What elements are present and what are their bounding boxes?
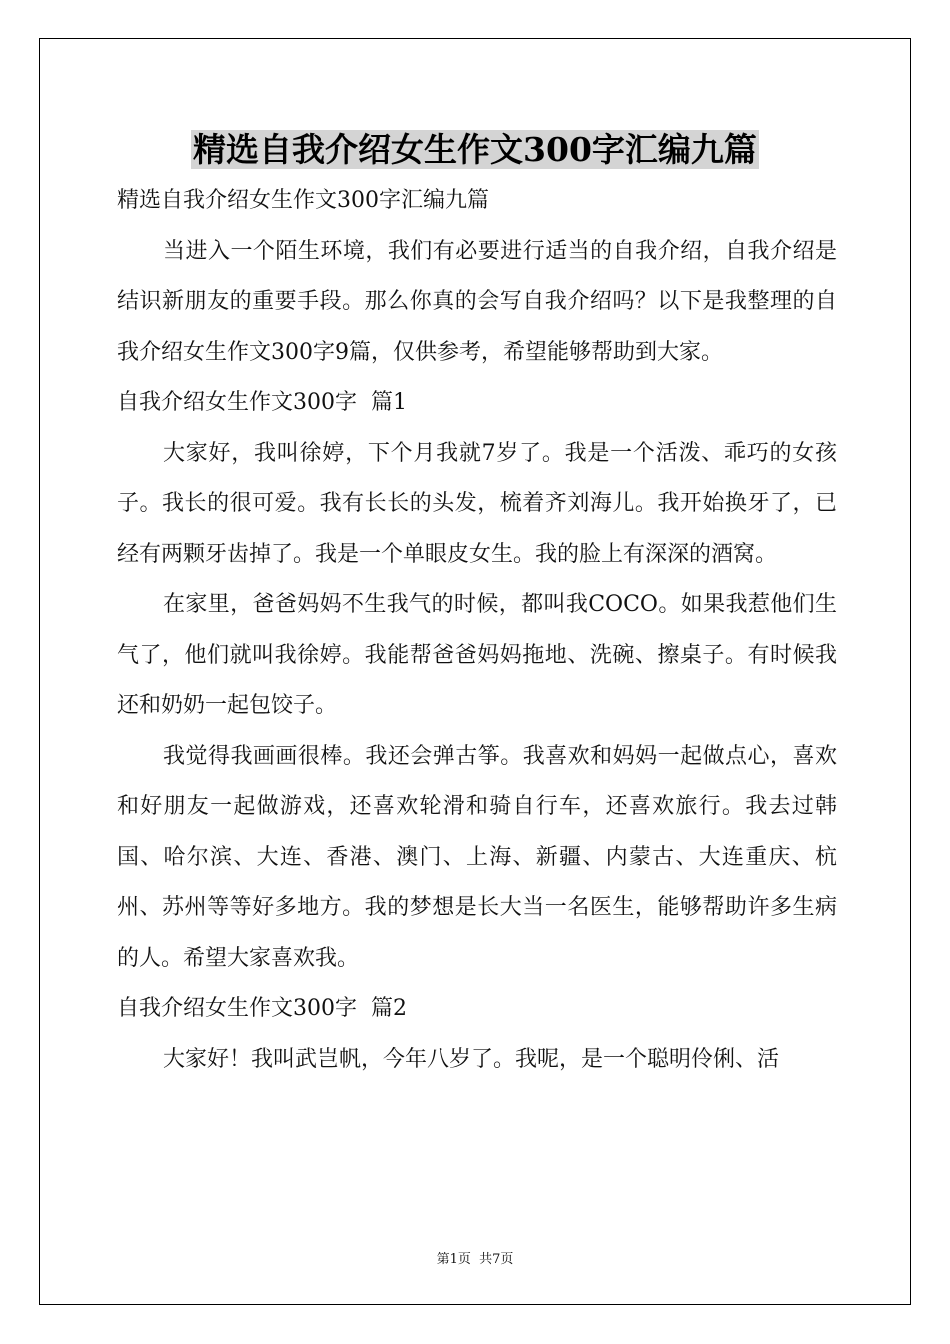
document-subtitle: 精选自我介绍女生作文300字汇编九篇 [117,188,489,213]
page-footer [0,1248,950,1267]
document-title-text: 精选自我介绍女生作文300字汇编九篇 [193,130,757,169]
document-body [117,176,837,1085]
paragraph: 在家里，爸爸妈妈不生我气的时候，都叫我COCO。如果我惹他们生气了，他们就叫我徐婷。我能帮爸爸妈妈拖地、洗碗、擦桌子。有时候我还和奶奶一起包饺子。 [117,592,837,718]
paragraph: 大家好！我叫武岂帆，今年八岁了。我呢，是一个聪明伶俐、活 [163,1046,780,1072]
document-title [0,124,950,176]
page-number: 第1页 共7页 [436,1252,514,1267]
intro-paragraph: 当进入一个陌生环境，我们有必要进行适当的自我介绍，自我介绍是结识新朋友的重要手段。那么你真的会写自我介绍吗？以下是我整理的自我介绍女生作文300字9篇，仅供参考，希望能够帮助到大家。 [117,238,837,365]
section-heading: 自我介绍女生作文300字 篇1 [117,390,407,415]
paragraph: 我觉得我画画很棒。我还会弹古筝。我喜欢和妈妈一起做点心，喜欢和好朋友一起做游戏，还喜欢轮滑和骑自行车，还喜欢旅行。我去过韩国、哈尔滨、大连、香港、澳门、上海、新疆、内蒙古、大连重庆、杭州、苏州等等好多地方。我的梦想是长大当一名医生，能够帮助许多生病的人。希望大家喜欢我。 [117,743,837,971]
paragraph: 大家好，我叫徐婷，下个月我就7岁了。我是一个活泼、乖巧的女孩子。我长的很可爱。我有长长的头发，梳着齐刘海儿。我开始换牙了，已经有两颗牙齿掉了。我是一个单眼皮女生。我的脸上有深深的酒窝。 [117,440,837,567]
section-heading: 自我介绍女生作文300字 篇2 [117,996,407,1021]
